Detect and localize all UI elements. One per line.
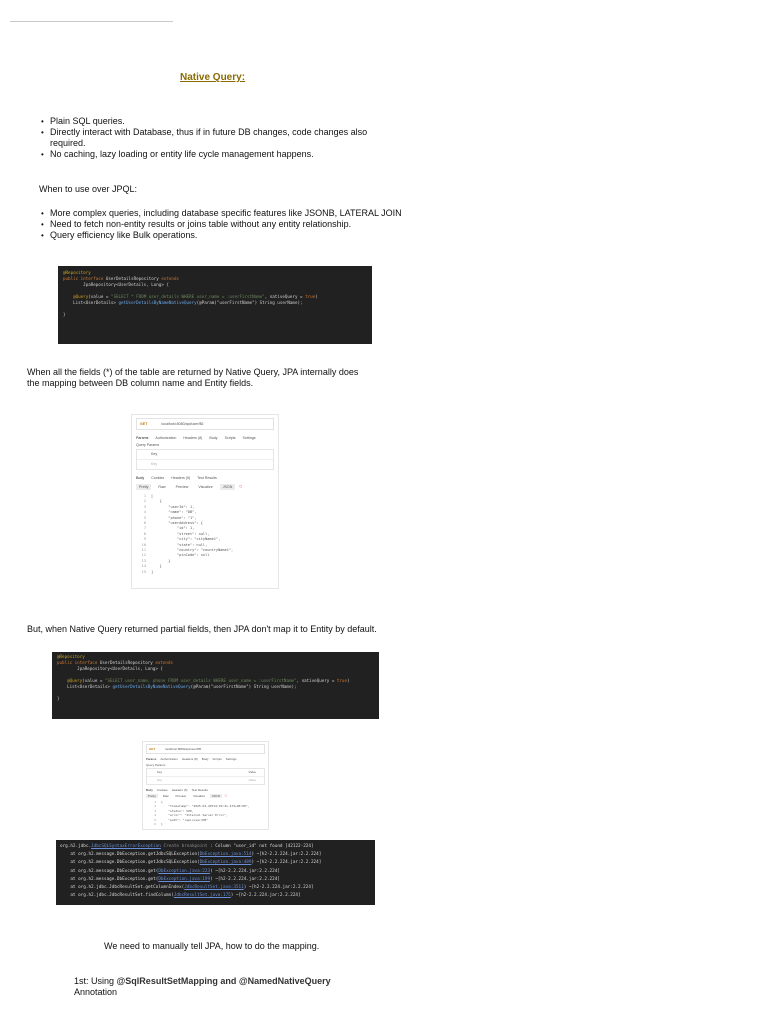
json-line [146, 822, 265, 826]
tab-headers[interactable]: Headers (8) [183, 436, 203, 440]
json-text: "street": null, [151, 531, 210, 536]
line-number: 4 [154, 813, 156, 818]
params-key-input[interactable]: Key [157, 778, 163, 782]
stack-frame-link[interactable]: JdbcResultSet.java:175 [173, 893, 231, 899]
line-number: 9 [143, 537, 146, 542]
tab-params[interactable]: Params [146, 757, 157, 761]
params-table [146, 768, 265, 785]
params-header-row: Key Value [147, 769, 264, 777]
line-number: 5 [143, 515, 146, 520]
view-buttons [136, 484, 274, 490]
tab-scripts[interactable]: Scripts [212, 757, 222, 761]
json-text: } [151, 564, 162, 569]
line-number: 13 [141, 558, 146, 563]
tab-authorization[interactable]: Authorization [155, 436, 177, 440]
tab-response-body[interactable]: Body [136, 476, 145, 480]
tab-response-headers[interactable]: Headers (5) [171, 788, 188, 792]
stack-frame-link[interactable]: DbException.java:514 [199, 852, 252, 858]
json-text: "path": "/api/user/DB" [161, 817, 208, 822]
tab-settings[interactable]: Settings [225, 757, 237, 761]
json-text: "phone": "1", [151, 515, 197, 520]
url-bar [136, 418, 274, 430]
visualize-button[interactable]: Visualize [193, 794, 206, 798]
tab-authorization[interactable]: Authorization [160, 757, 178, 761]
line-number: 11 [141, 548, 146, 553]
list-item: • Need to fetch non-entity results or joins table without any entity relationship. [41, 219, 406, 230]
format-select[interactable]: JSON [211, 794, 220, 798]
line-number: 2 [143, 499, 146, 504]
line-number: 1 [154, 800, 156, 804]
preview-button[interactable]: Preview [175, 485, 189, 489]
url-input[interactable]: localhost:8080/api/user/$5 [161, 422, 204, 426]
code-snippet-full-select: @Repository public interface UserDetailsRepository extends JpaRepository<UserDetails, Long> { @Query(value = "SELECT * FROM user_details WHERE user_name = :userFirstName", nativeQuery = true) List<UserDetails> getUserDetailsByNameNativeQuery(@Param("userFirstName") String userName); } [58, 266, 372, 344]
tab-settings[interactable]: Settings [242, 436, 256, 440]
line-number: 15 [141, 569, 146, 574]
list-item: • Query efficiency like Bulk operations. [41, 230, 406, 241]
stack-frame-link[interactable]: JdbcResultSet.java:3511 [184, 885, 244, 891]
pretty-button[interactable]: Pretty [136, 484, 151, 490]
code-line: JpaRepository<UserDetails, Long> { [63, 282, 169, 287]
pretty-button[interactable]: Pretty [148, 794, 156, 798]
line-number: 3 [154, 808, 156, 813]
annotation-names: @SqlResultSetMapping and @NamedNativeQuery [116, 976, 331, 986]
json-text: "name": "DB", [151, 510, 197, 515]
line-number: 6 [143, 521, 146, 526]
params-col-key: Key [137, 450, 273, 460]
paragraph-full-mapping: When all the fields (*) of the table are returned by Native Query, JPA internally does the mapping between DB column name and Entity fields. [27, 367, 359, 388]
json-text: "userAddress": { [151, 521, 203, 526]
json-text: "status": 500, [161, 808, 194, 813]
list-item: • More complex queries, including database specific features like JSONB, LATERAL JOIN [41, 208, 406, 219]
line-number: 14 [141, 564, 146, 569]
json-text: "state": null, [151, 542, 208, 547]
postman-response-success [131, 414, 279, 589]
list-item: • No caching, lazy loading or entity life cycle management happens. [41, 149, 396, 160]
list-item: • Plain SQL queries. [41, 116, 396, 127]
tab-cookies[interactable]: Cookies [151, 476, 165, 480]
json-line [136, 570, 274, 575]
request-tabs [146, 757, 265, 761]
stack-frame-link[interactable]: DbException.java:489 [199, 860, 252, 866]
json-text: } [151, 558, 171, 563]
tab-test-results[interactable]: Test Results [197, 476, 217, 480]
json-text: [ [151, 494, 154, 498]
code-snippet-partial-select: @Repository public interface UserDetailsRepository extends JpaRepository<UserDetails, Long> { @Query(value = "SELECT user_name, phone FROM user_details WHERE user_name = :userFirstName", nativeQuery = true) List<UserDetails> getUserDetailsByNameNativeQuery(@Param("userFirstName") String userName); } [52, 652, 379, 719]
line-number: 6 [154, 822, 156, 827]
tab-body[interactable]: Body [209, 436, 218, 440]
error-stacktrace: org.h2.jdbc.JdbcSQLSyntaxErrorException Create breakpoint : Column "user_id" not found [42122-224] at org.h2.message.DbException.getJdbcSQLException(DbException.java:514) ~[h2-2.2.224.jar:2.2.224] at org.h2.message.DbException.getJdbcSQLException(DbException.java:489) ~[h2-2.2.224.jar:2.2.224] at org.h2.message.DbException.get(DbException.java:223) ~[h2-2.2.224.jar:2.2.224] at org.h2.message.DbException.get(DbException.java:199) ~[h2-2.2.224.jar:2.2.224] at org.h2.jdbc.JdbcResultSet.getColumnIndex(JdbcResultSet.java:3511) ~[h2-2.2.224.jar:2.2.224] at org.h2.jdbc.JdbcResultSet.findColumn(JdbcResultSet.java:175) ~[h2-2.2.224.jar:2.2.224] [56, 840, 375, 905]
code-line: JpaRepository<UserDetails, Long> { [57, 666, 163, 671]
filter-icon[interactable]: ⛉ [239, 485, 243, 489]
json-text: ] [151, 569, 154, 574]
tab-response-headers[interactable]: Headers (5) [171, 476, 191, 480]
line-number: 4 [143, 510, 146, 515]
paragraph-partial-fields: But, when Native Query returned partial fields, then JPA don't map it to Entity by default. [27, 624, 377, 634]
when-heading: When to use over JPQL: [39, 184, 138, 194]
view-buttons [146, 794, 265, 798]
line-number: 7 [143, 526, 146, 531]
raw-button[interactable]: Raw [162, 794, 169, 798]
tab-response-body[interactable]: Body [146, 788, 153, 792]
line-number: 1 [143, 494, 146, 498]
line-number: 2 [154, 804, 156, 809]
line-number: 10 [141, 542, 146, 547]
tab-params[interactable]: Params [136, 436, 149, 440]
json-text: "pinCode": null [151, 553, 210, 558]
list-item: • Directly interact with Database, thus if in future DB changes, code changes also required. [41, 127, 396, 149]
json-text: "city": "cityName1", [151, 537, 221, 542]
filter-icon[interactable]: ⛉ [224, 794, 227, 798]
paragraph-manual-mapping: We need to manually tell JPA, how to do the mapping. [104, 941, 320, 951]
bottom-note: 1st: Using @SqlResultSetMapping and @NamedNativeQuery Annotation [74, 976, 331, 997]
visualize-button[interactable]: Visualize [198, 485, 213, 489]
response-json [146, 800, 265, 826]
json-text: { [151, 499, 162, 504]
tab-cookies[interactable]: Cookies [156, 788, 168, 792]
postman-response-error [142, 741, 269, 830]
tab-scripts[interactable]: Scripts [224, 436, 236, 440]
line-number: 8 [143, 531, 146, 536]
line-number: 3 [143, 504, 146, 509]
top-divider [10, 21, 173, 22]
tab-test-results[interactable]: Test Results [191, 788, 208, 792]
code-line: @Repository [57, 654, 85, 659]
raw-button[interactable]: Raw [158, 485, 166, 489]
params-table [136, 449, 274, 470]
query-params-label: Query Params [146, 763, 166, 767]
json-text: "timestamp": "2025-04-20T14:20:41.472+00:00", [161, 804, 250, 809]
json-text: "country": "countryName1", [151, 548, 234, 553]
code-line: @Repository [63, 270, 91, 275]
response-tabs [146, 788, 265, 792]
exception-link[interactable]: JdbcSQLSyntaxErrorException [91, 844, 161, 849]
tab-headers[interactable]: Headers (8) [181, 757, 198, 761]
line-number: 5 [154, 817, 156, 822]
response-json [136, 494, 274, 575]
tab-body[interactable]: Body [201, 757, 209, 761]
json-text: "id": 1, [151, 526, 195, 531]
json-text: "error": "Internal Server Error", [161, 813, 228, 818]
params-key-input[interactable]: Key [151, 462, 158, 466]
json-text: } [161, 822, 163, 827]
url-input[interactable]: localhost:8080/api/user/DB [165, 747, 202, 751]
http-method[interactable]: GET [149, 747, 156, 751]
line-number: 12 [141, 553, 146, 558]
query-params-label: Query Params [136, 443, 160, 447]
json-text: "userId": 1, [151, 504, 195, 509]
stack-frame-link[interactable]: DbException.java:223 [158, 868, 211, 874]
code-line: } [63, 312, 66, 317]
intro-bullet-list [41, 116, 396, 160]
stack-frame-link[interactable]: DbException.java:199 [158, 876, 211, 882]
response-tabs [136, 476, 274, 480]
params-input-row [147, 777, 264, 784]
request-tabs [136, 436, 274, 440]
when-bullet-list [41, 208, 406, 241]
json-text: { [161, 800, 163, 804]
params-value-input[interactable]: Value [248, 778, 256, 782]
page-title: Native Query: [180, 72, 246, 83]
code-line: } [57, 696, 60, 701]
url-bar [146, 744, 265, 754]
http-method[interactable]: GET [140, 422, 148, 426]
format-select[interactable]: JSON [220, 484, 236, 490]
preview-button[interactable]: Preview [175, 794, 187, 798]
